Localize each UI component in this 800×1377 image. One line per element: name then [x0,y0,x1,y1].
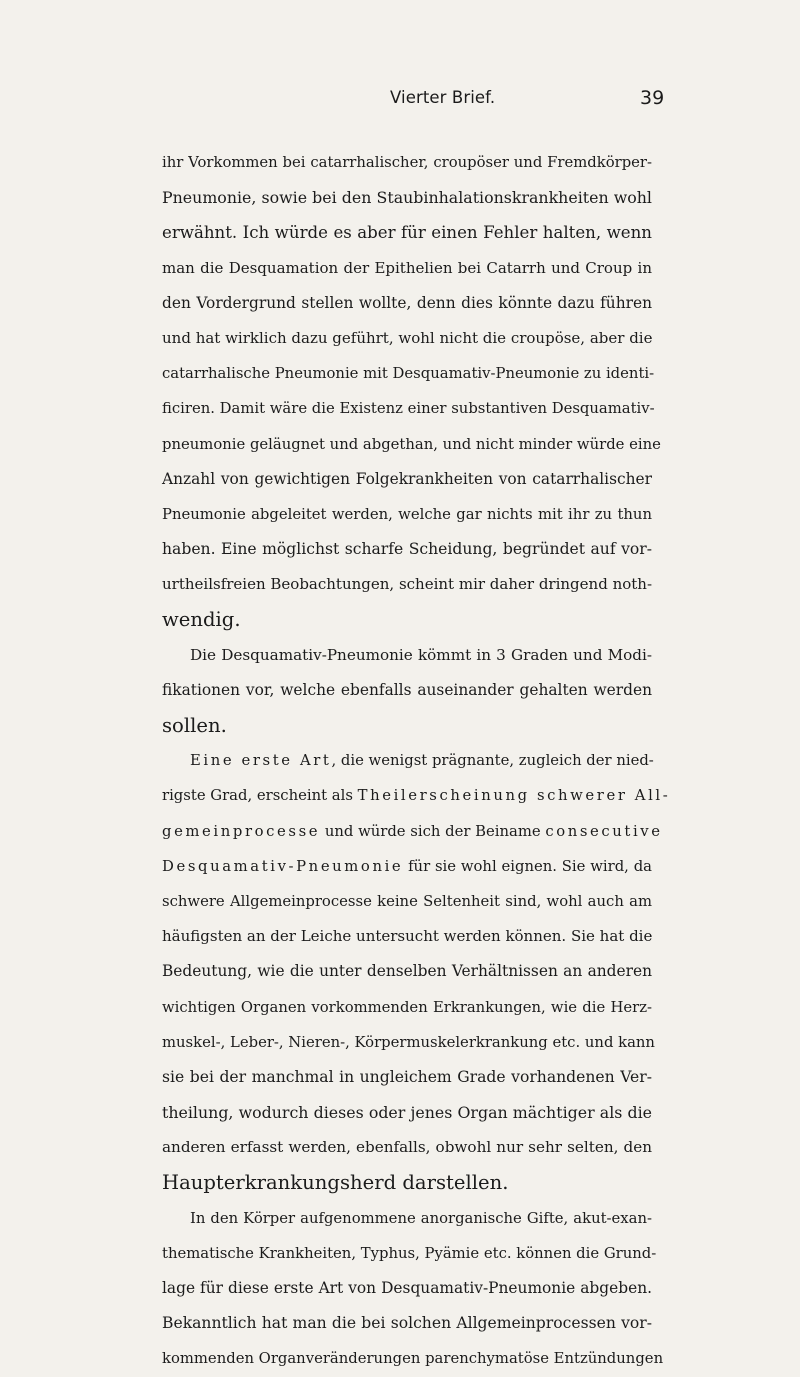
text-segment: den Vordergrund stellen wollte, denn dies könnte dazu führen [162,293,652,312]
text-segment: häufigsten an der Leiche untersucht werden können. Sie hat die [162,927,653,946]
text-segment: Haupterkrankungsherd darstellen. [162,1171,509,1195]
text-line [162,743,652,778]
text-line [162,814,663,849]
text-line [162,462,652,497]
running-head [0,88,800,114]
text-segment: man die Desquamation der Epithelien bei Catarrh und Croup in [162,258,652,277]
body-text [162,145,671,1377]
text-line [162,708,652,743]
text-segment: erwähnt. Ich würde es aber für einen Fehler halten, wenn [162,223,652,243]
text-segment: haben. Eine möglichst scharfe Scheidung, begründet auf vor- [162,540,652,559]
text-segment: und würde sich der Beiname [320,822,546,840]
text-line [162,1306,652,1341]
text-line [162,1341,664,1376]
text-segment: wichtigen Organen vorkommenden Erkrankungen, wie die Herz- [162,998,652,1016]
spaced-emphasis-text: Eine erste Art [190,752,332,770]
text-line [162,532,652,567]
text-segment: fikationen vor, welche ebenfalls auseinander gehalten werden [162,680,652,699]
text-segment: Anzahl von gewichtigen Folgekrankheiten von catarrhalischer [162,469,652,488]
spaced-emphasis-text: consecutive [545,822,663,840]
text-line [162,638,652,673]
text-segment: sie bei der manchmal in ungleichem Grade vorhandenen Ver- [162,1067,652,1086]
text-line [162,919,652,954]
text-segment: Pneumonie abgeleitet werden, welche gar nichts mit ihr zu thun [162,505,652,523]
text-segment: Pneumonie, sowie bei den Staubinhalationskrankheiten wohl [162,188,652,208]
text-line [162,356,655,391]
text-line [162,1095,652,1130]
text-line [162,1130,652,1165]
text-segment: Bedeutung, wie die unter denselben Verhältnissen an anderen [162,962,652,981]
text-line [162,673,652,708]
text-line [162,849,652,884]
text-segment: lage für diese erste Art von Desquamativ-Pneumonie abgeben. [162,1279,652,1297]
text-segment: kommenden Organveränderungen parenchymatöse Entzündungen [162,1350,664,1368]
running-title: Vierter Brief. [390,88,496,107]
text-segment: Die Desquamativ-Pneumonie kömmt in 3 Graden und Modi- [190,645,652,664]
text-line [162,884,652,919]
text-segment: ihr Vorkommen bei catarrhalischer, croupöser und Fremdkörper- [162,154,652,171]
text-line [162,251,652,286]
text-line [162,391,655,426]
text-segment: muskel-, Leber-, Nieren-, Körpermuskelerkrankung etc. und kann [162,1033,655,1051]
text-segment: , die wenigst prägnante, zugleich der nied- [331,752,654,770]
text-line [162,1271,652,1306]
text-segment: theilung, wodurch dieses oder jenes Organ mächtiger als die [162,1103,652,1123]
text-line [162,427,661,462]
spaced-emphasis-text: Desquamativ-Pneumonie [162,857,404,875]
text-segment: sollen. [162,714,227,737]
text-segment: anderen erfasst werden, ebenfalls, obwohl nur sehr selten, den [162,1138,652,1157]
page-number: 39 [640,87,665,109]
text-segment: und hat wirklich dazu geführt, wohl nicht die croupöse, aber die [162,328,653,347]
text-line [162,954,652,989]
text-segment: In den Körper aufgenommene anorganische Gifte, akut-exan- [190,1209,652,1227]
text-line [162,1025,655,1060]
text-line [162,1236,657,1271]
text-line [162,497,652,532]
text-line [162,778,671,813]
text-segment: ficiren. Damit wäre die Existenz einer substantiven Desquamativ- [162,400,655,418]
text-line [162,215,652,250]
spaced-emphasis-text: gemeinprocesse [162,822,321,840]
text-segment: pneumonie geläugnet und abgethan, und nicht minder würde eine [162,435,661,453]
text-line [162,602,652,637]
text-line [162,180,652,215]
text-line [162,286,652,321]
text-segment: rigste Grad, erscheint als [162,787,358,805]
text-line [162,990,652,1025]
text-line [162,321,652,356]
spaced-emphasis-text: Theilerscheinung schwerer All- [357,787,671,805]
text-segment: urtheilsfreien Beobachtungen, scheint mir daher dringend noth- [162,575,653,594]
text-line [162,1165,652,1200]
text-segment: schwere Allgemeinprocesse keine Seltenheit sind, wohl auch am [162,892,652,910]
text-segment: wendig. [162,608,241,632]
text-line [162,1060,652,1095]
text-segment: thematische Krankheiten, Typhus, Pyämie etc. können die Grund- [162,1244,657,1262]
text-line [162,1201,652,1236]
text-line [162,567,652,602]
text-segment: Bekanntlich hat man die bei solchen Allgemeinprocessen vor- [162,1314,652,1333]
text-segment: catarrhalische Pneumonie mit Desquamativ-Pneumonie zu identi- [162,365,655,383]
text-line [162,145,652,180]
text-segment: für sie wohl eignen. Sie wird, da [403,857,652,875]
